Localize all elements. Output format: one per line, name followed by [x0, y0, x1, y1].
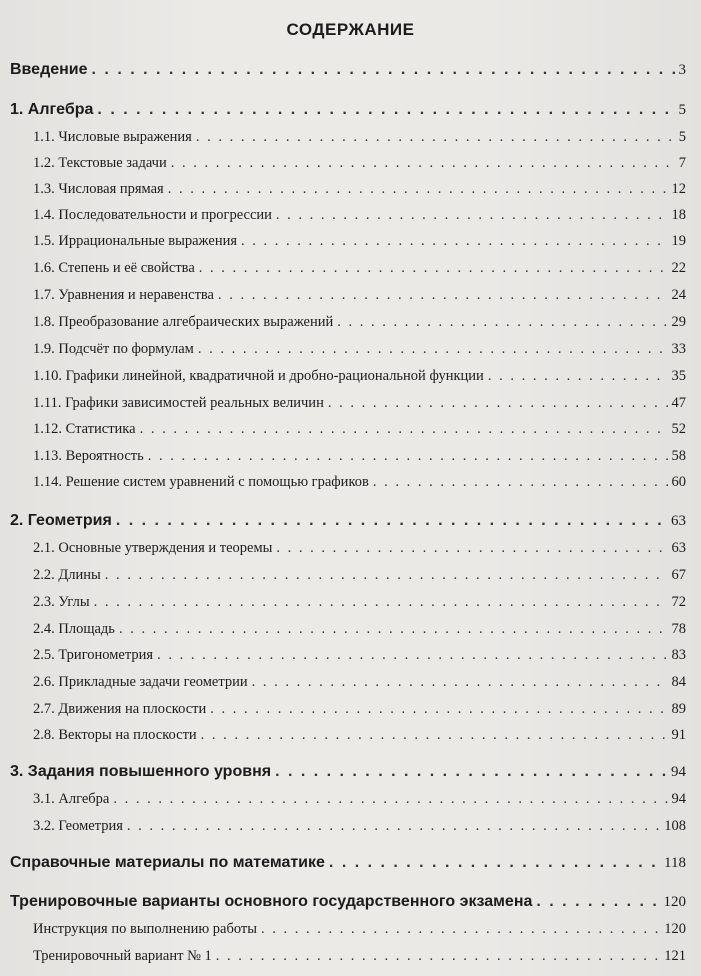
- dot-leader: [157, 647, 667, 664]
- dot-leader: [113, 791, 667, 808]
- dot-leader: [241, 233, 667, 250]
- toc-entry-label: 1.14. Решение систем уравнений с помощью графиков: [33, 474, 369, 490]
- dot-leader: [198, 341, 668, 358]
- toc-entry: [10, 854, 686, 872]
- toc-entry-page: 12: [671, 181, 686, 197]
- toc-entry: [10, 512, 686, 530]
- toc-entry-page: 120: [663, 894, 686, 910]
- toc-entry-page: 63: [671, 513, 686, 529]
- toc-entry: [33, 155, 686, 172]
- toc-entry: [33, 233, 686, 250]
- toc-entry-label: 2.5. Тригонометрия: [33, 647, 154, 663]
- toc-entry-label: 1.4. Последовательности и прогрессии: [33, 207, 272, 223]
- dot-leader: [116, 512, 667, 530]
- dot-leader: [275, 763, 667, 781]
- dot-leader: [201, 727, 668, 744]
- toc-entry-page: 52: [671, 421, 686, 437]
- toc-entry-page: 5: [678, 102, 686, 118]
- toc-entry: [10, 763, 686, 781]
- toc-entry-page: 5: [678, 129, 686, 145]
- toc-entry: [33, 395, 686, 412]
- toc-entry-label: Тренировочные варианты основного государственного экзамена: [10, 893, 533, 910]
- toc-entry-label: Тренировочный вариант № 1: [33, 948, 212, 964]
- toc-entry-label: 2.3. Углы: [33, 594, 90, 610]
- toc-entry-label: 1.2. Текстовые задачи: [33, 155, 167, 171]
- toc-entry-label: 1.3. Числовая прямая: [33, 181, 164, 197]
- toc-entry-label: 3.2. Геометрия: [33, 818, 123, 834]
- toc-entry-page: 24: [671, 287, 686, 303]
- toc-entry-page: 60: [671, 474, 686, 490]
- toc-entry: [10, 893, 686, 911]
- toc-entry-label: 2.6. Прикладные задачи геометрии: [33, 674, 248, 690]
- dot-leader: [328, 395, 668, 412]
- toc-entry: [33, 791, 686, 808]
- toc-entry-page: 108: [664, 818, 686, 834]
- dot-leader: [252, 674, 668, 691]
- toc-entry-label: 1.13. Вероятность: [33, 448, 144, 464]
- dot-leader: [171, 155, 675, 172]
- toc-entry-label: 2.8. Векторы на плоскости: [33, 727, 197, 743]
- toc-entry: [33, 181, 686, 198]
- toc-entry-label: 1.8. Преобразование алгебраических выражений: [33, 314, 334, 330]
- toc-entry-label: 2. Геометрия: [10, 512, 112, 529]
- toc-entry: [33, 448, 686, 465]
- toc-entry-label: 1. Алгебра: [10, 101, 94, 118]
- toc-entry-label: 1.12. Статистика: [33, 421, 136, 437]
- toc-entry: [33, 287, 686, 304]
- toc-entry-page: 120: [664, 921, 686, 937]
- toc-entry: [33, 129, 686, 146]
- dot-leader: [92, 61, 675, 79]
- toc-entry-page: 33: [671, 341, 686, 357]
- dot-leader: [105, 567, 668, 584]
- toc-entry-label: 1.11. Графики зависимостей реальных величин: [33, 395, 324, 411]
- toc-entry: [33, 421, 686, 438]
- toc-entry-page: 3: [678, 62, 686, 78]
- toc-entry-label: 2.7. Движения на плоскости: [33, 701, 207, 717]
- toc-entry-label: Инструкция по выполнению работы: [33, 921, 257, 937]
- dot-leader: [216, 948, 660, 965]
- toc-entry: [33, 474, 686, 491]
- toc-entry: [33, 674, 686, 691]
- dot-leader: [168, 181, 668, 198]
- toc-entry: [33, 727, 686, 744]
- toc-entry: [33, 540, 686, 557]
- toc-entry: [33, 341, 686, 358]
- toc-entry-page: 83: [671, 647, 686, 663]
- toc-entry: [33, 818, 686, 835]
- toc-entry-label: Введение: [10, 61, 88, 78]
- toc-entry-page: 47: [671, 395, 686, 411]
- toc-entry-page: 78: [671, 621, 686, 637]
- toc-entry: [33, 260, 686, 277]
- dot-leader: [199, 260, 668, 277]
- toc-entry-page: 121: [664, 948, 686, 964]
- toc-entry-page: 72: [671, 594, 686, 610]
- toc-entry: [10, 101, 686, 119]
- toc-entry-label: 1.5. Иррациональные выражения: [33, 233, 238, 249]
- toc-entry-label: 1.9. Подсчёт по формулам: [33, 341, 194, 357]
- toc-entry: [33, 594, 686, 611]
- toc-entry-label: 3. Задания повышенного уровня: [10, 763, 272, 780]
- toc-entry: [33, 647, 686, 664]
- toc-entry: [33, 921, 686, 938]
- dot-leader: [261, 921, 660, 938]
- toc-entry-page: 67: [671, 567, 686, 583]
- dot-leader: [196, 129, 675, 146]
- toc-entry-page: 58: [671, 448, 686, 464]
- dot-leader: [148, 448, 668, 465]
- dot-leader: [337, 314, 667, 331]
- dot-leader: [140, 421, 668, 438]
- toc-entry-page: 19: [671, 233, 686, 249]
- toc-entry-page: 35: [671, 368, 686, 384]
- toc-entry-page: 89: [671, 701, 686, 717]
- toc-entry-label: 1.1. Числовые выражения: [33, 129, 192, 145]
- toc-entry-page: 7: [678, 155, 686, 171]
- toc-entry-page: 63: [671, 540, 686, 556]
- toc-entry-label: 2.1. Основные утверждения и теоремы: [33, 540, 273, 556]
- toc-entry: [33, 368, 686, 385]
- toc-entry-label: 1.6. Степень и её свойства: [33, 260, 195, 276]
- toc-entry-label: Справочные материалы по математике: [10, 854, 325, 871]
- toc-entry: [33, 567, 686, 584]
- toc-entry: [33, 701, 686, 718]
- dot-leader: [119, 621, 668, 638]
- toc-entry-page: 94: [671, 764, 686, 780]
- toc-entry-page: 94: [671, 791, 686, 807]
- toc-entry-page: 84: [671, 674, 686, 690]
- dot-leader: [127, 818, 660, 835]
- dot-leader: [97, 101, 674, 119]
- dot-leader: [329, 854, 660, 872]
- toc-entry-label: 3.1. Алгебра: [33, 791, 110, 807]
- toc-entry: [33, 621, 686, 638]
- dot-leader: [210, 701, 667, 718]
- dot-leader: [536, 893, 659, 911]
- dot-leader: [488, 368, 668, 385]
- toc-entry-page: 22: [671, 260, 686, 276]
- toc-entry-label: 1.10. Графики линейной, квадратичной и дробно-рациональной функции: [33, 368, 484, 384]
- dot-leader: [218, 287, 668, 304]
- dot-leader: [276, 207, 668, 224]
- toc-entry-label: 2.4. Площадь: [33, 621, 115, 637]
- toc-title: СОДЕРЖАНИЕ: [286, 20, 415, 39]
- toc-entry: [33, 314, 686, 331]
- toc-entry: [33, 948, 686, 965]
- toc-entry: [10, 61, 686, 79]
- toc-entry-page: 18: [671, 207, 686, 223]
- toc-entry-page: 118: [664, 855, 686, 871]
- dot-leader: [373, 474, 668, 491]
- toc-entry: [33, 207, 686, 224]
- dot-leader: [276, 540, 667, 557]
- toc-entry-page: 91: [671, 727, 686, 743]
- toc-entry-label: 2.2. Длины: [33, 567, 101, 583]
- toc-entry-label: 1.7. Уравнения и неравенства: [33, 287, 214, 303]
- toc-entry-page: 29: [671, 314, 686, 330]
- dot-leader: [94, 594, 668, 611]
